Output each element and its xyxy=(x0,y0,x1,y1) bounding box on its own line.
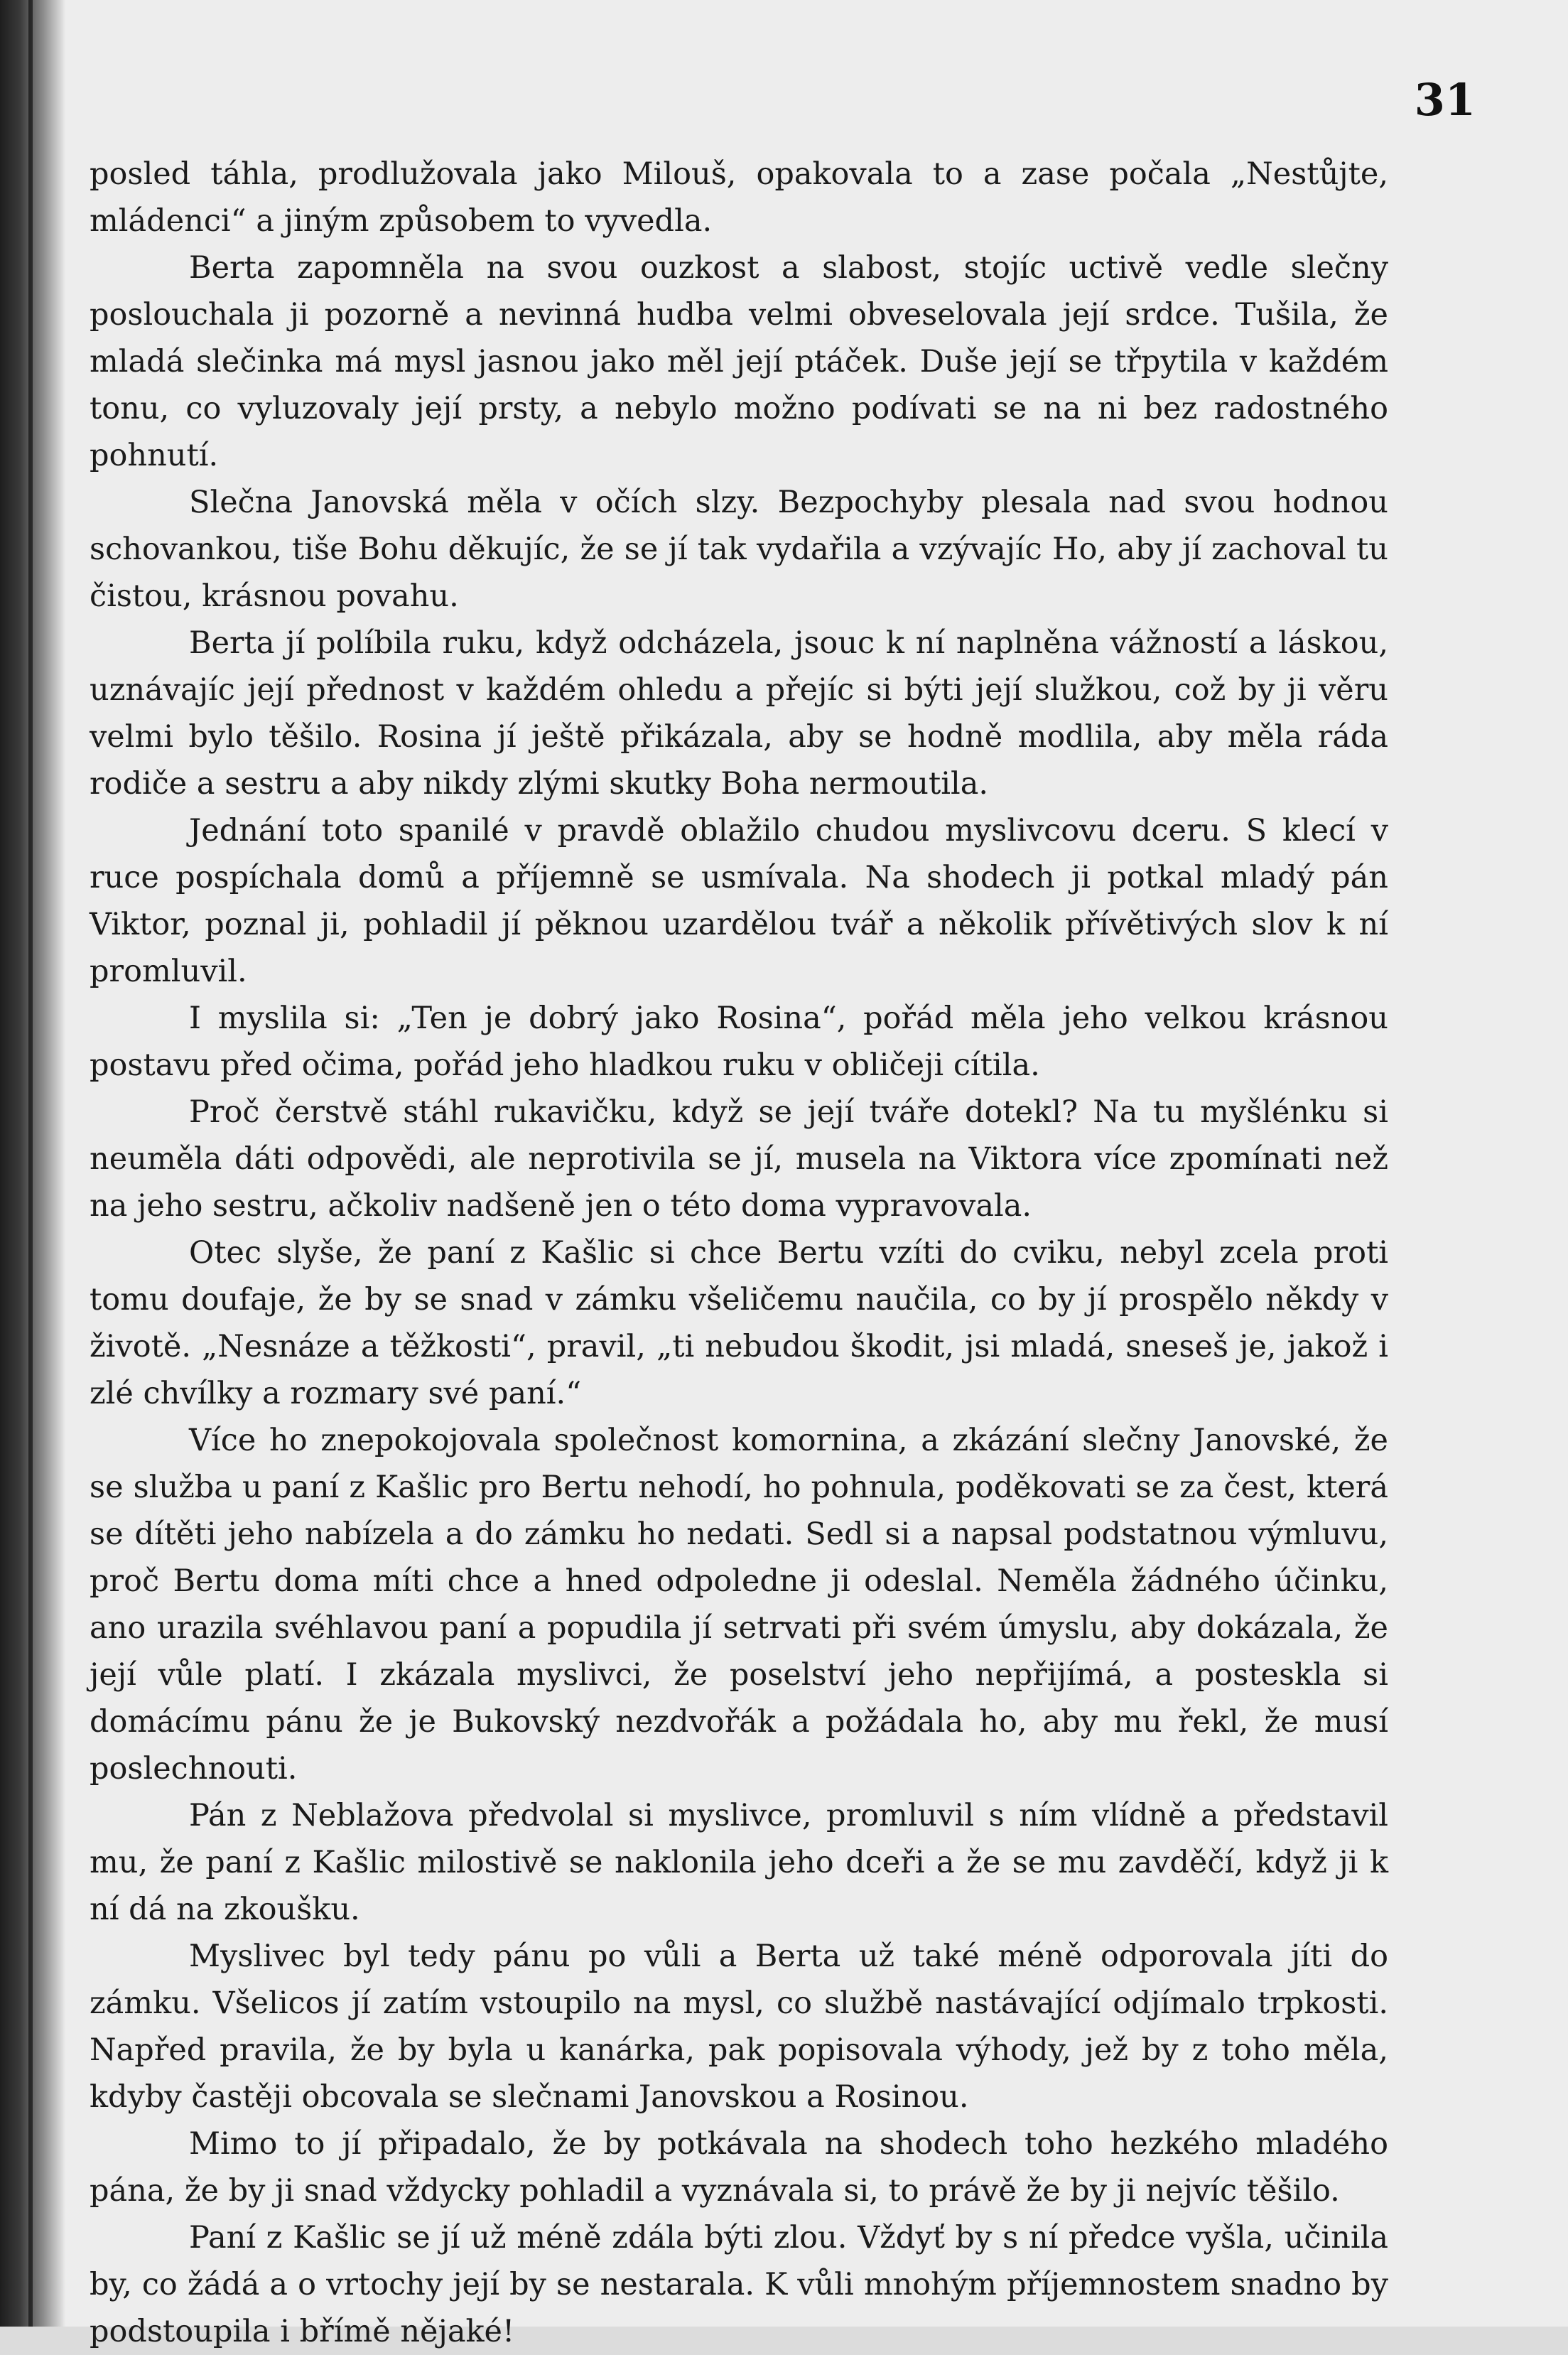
page-number: 31 xyxy=(1414,74,1476,126)
binding-shadow xyxy=(0,0,65,2327)
paragraph-4: Berta jí políbila ruku, když odcházela, jsouc k ní naplněna vážností a láskou, uznávajíc její přednost v každém ohledu a přejíc si býti její služkou, což by ji věru velmi bylo těšilo. Rosina jí ještě přikázala, aby se hodně modlila, aby měla ráda rodiče a sestru a aby nikdy zlými skutky Boha nermoutila. xyxy=(90,625,1388,802)
paragraph-6: I myslila si: „Ten je dobrý jako Rosina“, pořád měla jeho velkou krásnou postavu před očima, pořád jeho hladkou ruku v obličeji cítila. xyxy=(90,1001,1388,1083)
paragraph-13: Paní z Kašlic se jí už méně zdála býti zlou. Vždyť by s ní předce vyšla, učinila by, co žádá a o vrtochy její by se nestarala. K vůli mnohým příjemnostem snadno by podstoupila i břímě nějaké! xyxy=(90,2220,1388,2349)
paragraph-1: posled táhla, prodlužovala jako Milouš, opakovala to a zase počala „Nestůjte, mládenci“ a jiným způsobem to vyvedla. xyxy=(90,156,1388,239)
paragraph-12: Mimo to jí připadalo, že by potkávala na shodech toho hezkého mladého pána, že by ji snad vždycky pohladil a vyznávala si, to právě že by ji nejvíc těšilo. xyxy=(90,2126,1388,2209)
paragraph-8: Otec slyše, že paní z Kašlic si chce Bertu vzíti do cviku, nebyl zcela proti tomu doufaje, že by se snad v zámku všeličemu naučila, co by jí prospělo někdy v životě. „Nesnáze a těžkosti“, pravil, „ti nebudou škodit, jsi mladá, sneseš je, jakož i zlé chvílky a rozmary své paní.“ xyxy=(90,1235,1388,1411)
paragraph-10: Pán z Neblažova předvolal si myslivce, promluvil s ním vlídně a představil mu, že paní z Kašlic milostivě se naklonila jeho dceři a že se mu zavděčí, když ji k ní dá na zkoušku. xyxy=(90,1798,1388,1927)
paragraph-11: Myslivec byl tedy pánu po vůli a Berta už také méně odporovala jíti do zámku. Všelicos jí zatím vstoupilo na mysl, co službě nastávající odjímalo trpkosti. Napřed pravila, že by byla u kanárka, pak popisovala výhody, jež by z toho měla, kdyby častěji obcovala se slečnami Janovskou a Rosinou. xyxy=(90,1939,1388,2115)
paragraph-3: Slečna Janovská měla v očích slzy. Bezpochyby plesala nad svou hodnou schovankou, tiše Bohu děkujíc, že se jí tak vydařila a vzývajíc Ho, aby jí zachoval tu čistou, krásnou povahu. xyxy=(90,485,1388,614)
paragraph-2: Berta zapomněla na svou ouzkost a slabost, stojíc uctivě vedle slečny poslouchala ji pozorně a nevinná hudba velmi obveselovala její srdce. Tušila, že mladá slečinka má mysl jasnou jako měl její ptáček. Duše její se třpytila v každém tonu, co vyluzovaly její prsty, a nebylo možno podívati se na ni bez radostného pohnutí. xyxy=(90,250,1388,473)
paragraph-7: Proč čerstvě stáhl rukavičku, když se její tváře dotekl? Na tu myšlénku si neuměla dáti odpovědi, ale neprotivila se jí, musela na Viktora více zpomínati než na jeho sestru, ačkoliv nadšeně jen o této doma vypravovala. xyxy=(90,1094,1388,1224)
binding-edge-line xyxy=(28,0,33,2327)
paragraph-5: Jednání toto spanilé v pravdě oblažilo chudou myslivcovu dceru. S klecí v ruce pospíchala domů a příjemně se usmívala. Na shodech ji potkal mladý pán Viktor, poznal ji, pohladil jí pěknou uzardělou tvář a několik přívětivých slov k ní promluvil. xyxy=(90,813,1388,989)
paragraph-9: Více ho znepokojovala společnost komornina, a zkázání slečny Janovské, že se služba u paní z Kašlic pro Bertu nehodí, ho pohnula, poděkovati se za čest, která se dítěti jeho nabízela a do zámku ho nedati. Sedl si a napsal podstatnou výmluvu, proč Bertu doma míti chce a hned odpoledne ji odeslal. Neměla žádného účinku, ano urazila svéhlavou paní a popudila jí setrvati při svém úmyslu, aby dokázala, že její vůle platí. I zkázala myslivci, že poselství jeho nepřijímá, a posteskla si domácímu pánu že je Bukovský nezdvořák a požádala ho, aby mu řekl, že musí poslechnouti. xyxy=(90,1423,1388,1787)
body-text xyxy=(90,151,1388,2349)
